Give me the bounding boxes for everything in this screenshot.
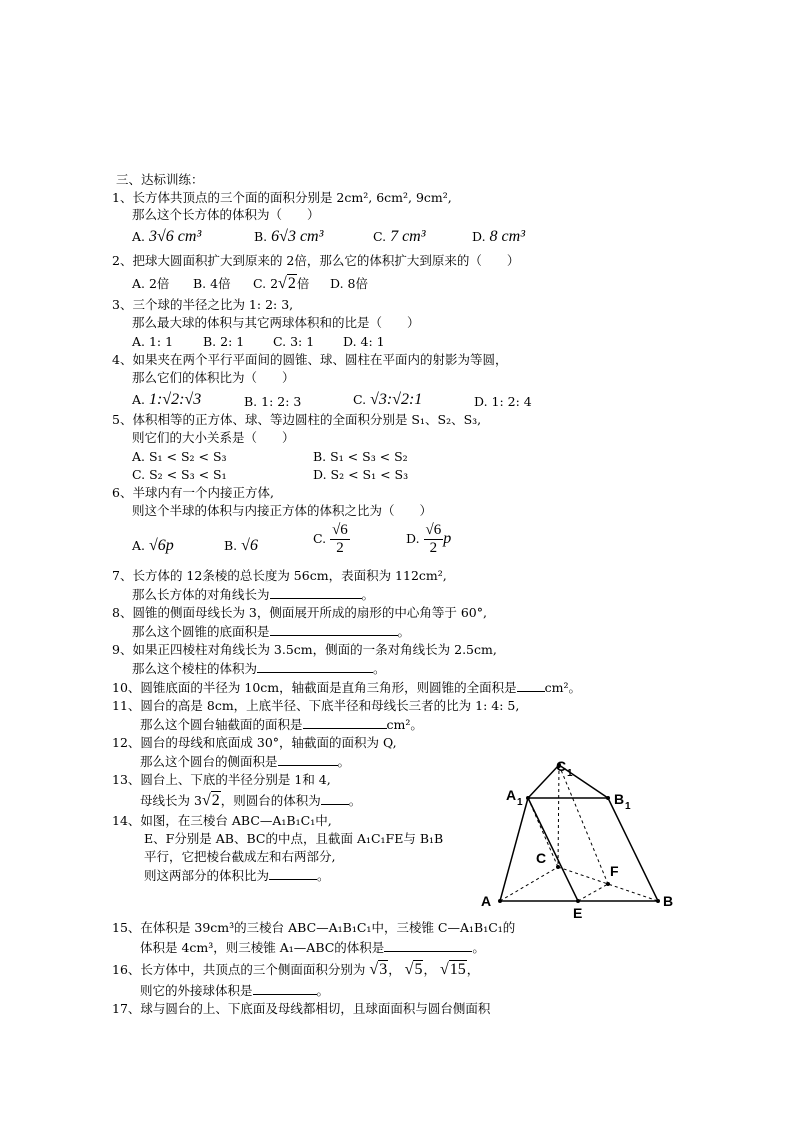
q5-line1: 5、体积相等的正方体、球、等边圆柱的全面积分别是 S₁、S₂、S₃, — [112, 412, 482, 427]
q3-option-d: D. 4: 1 — [343, 334, 385, 349]
q4-option-a: A. 1:√2:√3 — [132, 391, 202, 408]
q3-option-a: A. 1: 1 — [132, 334, 174, 349]
label-b1-sub: 1 — [625, 801, 631, 812]
q16-line2: 则它的外接球体积是 。 — [140, 983, 330, 998]
q2-option-d: D. 8倍 — [330, 276, 368, 291]
edge-c1c — [558, 765, 559, 867]
q15-answer-blank[interactable] — [384, 939, 472, 952]
q7-answer-blank[interactable] — [270, 586, 362, 599]
label-c1-sub: 1 — [567, 768, 573, 779]
q13-line1: 13、圆台上、下底的半径分别是 1和 4, — [112, 772, 331, 787]
label-e: E — [573, 905, 583, 921]
q4-option-c: C. √3:√2:1 — [353, 391, 423, 408]
q13-answer-blank[interactable] — [321, 792, 349, 805]
q11-line1: 11、圆台的高是 8cm，上底半径、下底半径和母线长三者的比为 1: 4: 5, — [112, 698, 520, 713]
edge-b1b — [608, 798, 658, 901]
q1-option-b: B. 6√3 cm³ — [254, 228, 324, 245]
q5-option-a: A. S₁ < S₂ < S₃ — [132, 449, 227, 464]
q6-line2: 则这个半球的体积与内接正方体的体积之比为（ ） — [132, 503, 433, 518]
edge-a1a — [500, 798, 528, 901]
q10-answer-blank[interactable] — [517, 679, 545, 692]
q6-option-d: D. $\frac{√6}{2}$ p — [406, 522, 452, 556]
q14-line4: 则这两部分的体积比为 。 — [144, 868, 330, 883]
q11-line2: 那么这个圆台轴截面的面积是 cm²。 — [140, 717, 423, 732]
q3-option-c: C. 3: 1 — [273, 334, 315, 349]
q14-answer-blank[interactable] — [269, 867, 317, 880]
q7-line2: 那么长方体的对角线长为 。 — [132, 587, 375, 602]
q17-line1: 17、球与圆台的上、下底面及母线都相切，且球面面积与圆台侧面积 — [112, 1001, 491, 1016]
q6-option-a: A. √6p — [132, 537, 174, 554]
q14-line1: 14、如图，在三棱台 ABC—A₁B₁C₁中, — [112, 813, 332, 828]
q15-line1: 15、在体积是 39cm³的三棱台 ABC—A₁B₁C₁中，三棱锥 C—A₁B₁C₁的 — [112, 920, 516, 935]
q16-line1: 16、长方体中，共顶点的三个侧面面积分别为 √3， √5， √15， — [112, 961, 480, 978]
q9-line2: 那么这个棱柱的体积为 。 — [132, 661, 386, 676]
q16-answer-blank[interactable] — [253, 982, 317, 995]
q15-line2: 体积是 4cm³，则三棱锥 A₁—ABC的体积是 。 — [140, 940, 485, 955]
q14-line3: 平行，它把棱台截成左和右两部分, — [144, 849, 336, 864]
label-c: C — [536, 850, 547, 866]
q13-line2: 母线长为 3√2，则圆台的体积为 。 — [140, 792, 362, 809]
q1-option-c: C. 7 cm³ — [373, 228, 426, 245]
q4-option-b: B. 1: 2: 3 — [244, 394, 302, 409]
label-c1: C — [556, 758, 567, 774]
label-b1: B — [614, 791, 625, 807]
edge-ef — [578, 884, 608, 901]
q8-answer-blank[interactable] — [270, 623, 398, 636]
q3-line2: 那么最大球的体积与其它两球体积和的比是（ ） — [132, 315, 420, 330]
edge-a1c1 — [528, 765, 559, 798]
q12-answer-blank[interactable] — [278, 753, 338, 766]
label-a1-sub: 1 — [517, 797, 523, 808]
q5-option-b: B. S₁ < S₃ < S₂ — [313, 449, 408, 464]
q6-option-b: B. √6 — [224, 537, 258, 554]
label-f: F — [610, 863, 619, 879]
q7-line1: 7、长方体的 12条棱的总长度为 56cm，表面积为 112cm², — [112, 568, 447, 583]
q12-line1: 12、圆台的母线和底面成 30°，轴截面的面积为 Q, — [112, 735, 397, 750]
q6-option-c: C. $\frac{√6}{2}$ — [313, 522, 348, 556]
q5-line2: 则它们的大小关系是（ ） — [132, 430, 295, 445]
edge-c1f — [559, 765, 608, 884]
q1-option-d: D. 8 cm³ — [472, 228, 525, 245]
frustum-figure — [481, 752, 690, 922]
label-a1: A — [506, 787, 517, 803]
q9-line1: 9、如果正四棱柱对角线长为 3.5cm，侧面的一条对角线长为 2.5cm, — [112, 642, 497, 657]
q8-line1: 8、圆锥的侧面母线长为 3，侧面展开所成的扇形的中心角等于 60°, — [112, 605, 487, 620]
q2-option-b: B. 4倍 — [193, 276, 231, 291]
q1-line1: 1、长方体共顶点的三个面的面积分别是 2cm², 6cm², 9cm², — [112, 190, 452, 205]
q9-answer-blank[interactable] — [257, 660, 373, 673]
label-a: A — [481, 893, 492, 909]
q1-line2: 那么这个长方体的体积为（ ） — [132, 207, 320, 222]
q14-line2: E、F分别是 AB、BC的中点，且截面 A₁C₁FE与 B₁B — [144, 831, 444, 846]
q2-option-a: A. 2倍 — [132, 276, 170, 291]
q10-line1: 10、圆锥底面的半径为 10cm，轴截面是直角三角形，则圆锥的全面积是 cm²。 — [112, 680, 582, 695]
q1-option-a: A. 3√6 cm³ — [132, 228, 202, 245]
q2-line1: 2、把球大圆面积扩大到原来的 2倍，那么它的体积扩大到原来的（ ） — [112, 253, 520, 268]
q4-line1: 4、如果夹在两个平行平面间的圆锥、球、圆柱在平面内的射影为等圆， — [112, 352, 508, 367]
section-title: 三、达标训练： — [116, 172, 204, 187]
q8-line2: 那么这个圆锥的底面积是 。 — [132, 624, 411, 639]
edge-ac — [500, 867, 558, 901]
q4-option-d: D. 1: 2: 4 — [474, 394, 532, 409]
label-b: B — [663, 893, 674, 909]
q12-line2: 那么这个圆台的侧面积是 。 — [140, 754, 351, 769]
q11-answer-blank[interactable] — [303, 716, 387, 729]
q5-option-c: C. S₂ < S₃ < S₁ — [132, 467, 227, 482]
q4-line2: 那么它们的体积比为（ ） — [132, 370, 295, 385]
q3-option-b: B. 2: 1 — [203, 334, 245, 349]
q2-option-c: C. 2√2倍 — [253, 275, 310, 292]
q5-option-d: D. S₂ < S₁ < S₃ — [313, 467, 409, 482]
q3-line1: 3、三个球的半径之比为 1: 2: 3, — [112, 297, 294, 312]
q6-line1: 6、半球内有一个内接正方体, — [112, 485, 274, 500]
